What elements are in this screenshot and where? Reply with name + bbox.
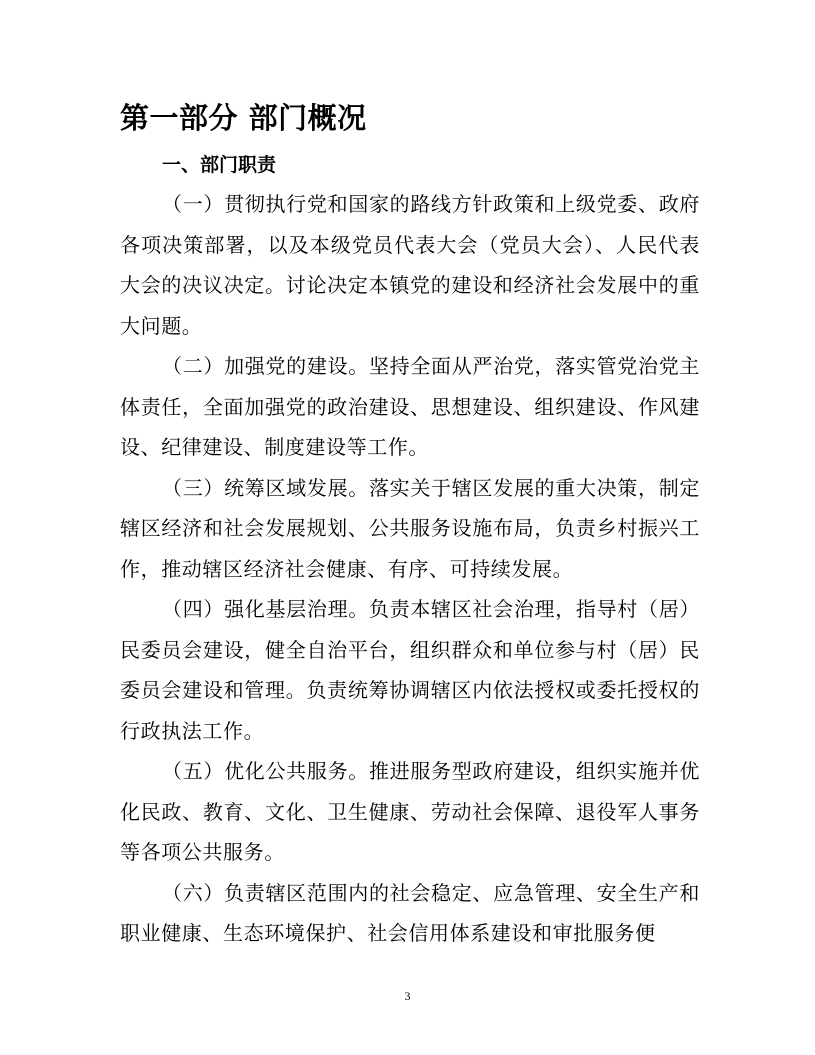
body-text [120, 184, 700, 954]
paragraph-4: （四）强化基层治理。负责本辖区社会治理，指导村（居）民委员会建设，健全自治平台，组织群众和单位参与村（居）民委员会建设和管理。负责统筹协调辖区内依法授权或委托授权的行政执法工作。 [120, 597, 700, 743]
paragraph-3: （三）统筹区域发展。落实关于辖区发展的重大决策，制定辖区经济和社会发展规划、公共服务设施布局，负责乡村振兴工作，推动辖区经济社会健康、有序、可持续发展。 [120, 475, 700, 581]
paragraph-5: （五）优化公共服务。推进服务型政府建设，组织实施并优化民政、教育、文化、卫生健康、劳动社会保障、退役军人事务等各项公共服务。 [120, 759, 700, 864]
paragraph-2: （二）加强党的建设。坚持全面从严治党，落实管党治党主体责任，全面加强党的政治建设、思想建设、组织建设、作风建设、纪律建设、制度建设等工作。 [120, 354, 700, 459]
paragraph-6: （六）负责辖区范围内的社会稳定、应急管理、安全生产和职业健康、生态环境保护、社会信用体系建设和审批服务便 [120, 880, 700, 945]
paragraph-1: （一）贯彻执行党和国家的路线方针政策和上级党委、政府各项决策部署，以及本级党员代表大会（党员大会）、人民代表大会的决议决定。讨论决定本镇党的建设和经济社会发展中的重大问题。 [120, 192, 700, 338]
page-number: 3 [404, 989, 411, 1003]
part-title: 第一部分 部门概况 [120, 101, 367, 135]
section-heading: 一、部门职责 [162, 154, 277, 176]
